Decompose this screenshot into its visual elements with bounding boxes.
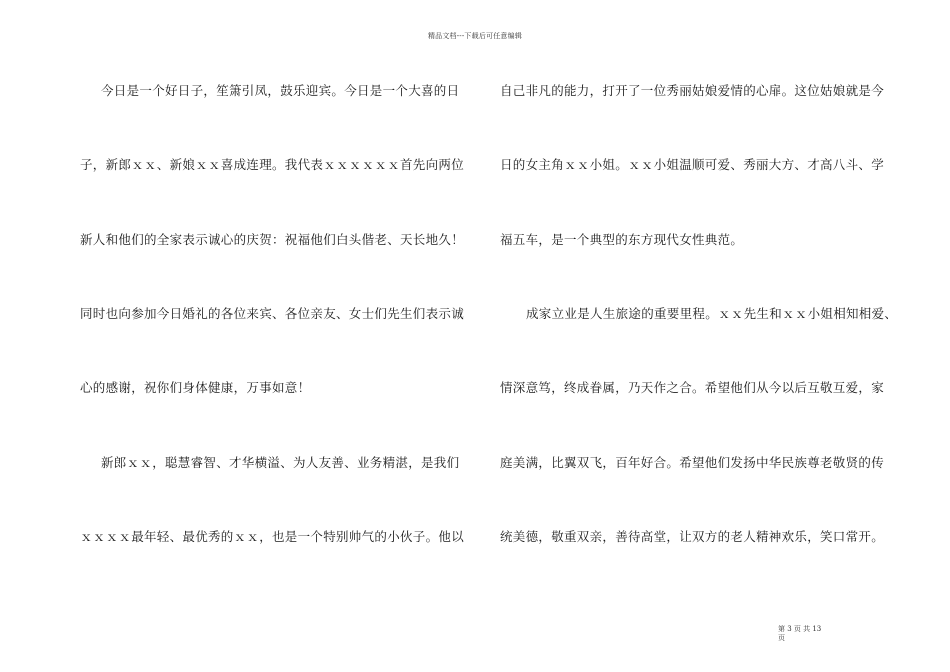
left-line-6: 新郎ｘｘ，聪慧睿智、才华横溢、为人友善、业务精湛，是我们 <box>101 455 460 470</box>
left-line-5: 心的感谢，祝你们身体健康，万事如意！ <box>80 380 311 395</box>
left-line-3: 新人和他们的全家表示诚心的庆贺：祝福他们白头偕老、天长地久！ <box>80 232 465 247</box>
right-line-3: 福五车，是一个典型的东方现代女性典范。 <box>500 232 744 247</box>
right-line-4: 成家立业是人生旅途的重要里程。ｘｘ先生和ｘｘ小姐相知相爱、 <box>526 306 898 321</box>
right-line-1: 自己非凡的能力，打开了一位秀丽姑娘爱情的心扉。这位姑娘就是今 <box>500 83 885 98</box>
left-line-1: 今日是一个好日子，笙箫引凤，鼓乐迎宾。今日是一个大喜的日 <box>101 83 460 98</box>
left-line-2: 子，新郎ｘｘ、新娘ｘｘ喜成连理。我代表ｘｘｘｘｘｘ首先向两位 <box>80 157 465 172</box>
left-line-4: 同时也向参加今日婚礼的各位来宾、各位亲友、女士们先生们表示诚 <box>80 306 465 321</box>
right-line-5: 情深意笃，终成眷属，乃天作之合。希望他们从今以后互敬互爱，家 <box>500 380 885 395</box>
right-line-2: 日的女主角ｘｘ小姐。ｘｘ小姐温顺可爱、秀丽大方、才高八斗、学 <box>500 157 885 172</box>
page-number-line-1: 第 3 页 共 13 <box>778 625 822 633</box>
page-number <box>778 625 821 643</box>
page-header: 精品文档---下载后可任意编辑 <box>427 32 523 40</box>
right-line-7: 统美德，敬重双亲，善待高堂，让双方的老人精神欢乐，笑口常开。 <box>500 529 885 544</box>
page-number-line-2: 页 <box>778 634 785 642</box>
right-line-6: 庭美满，比翼双飞，百年好合。希望他们发扬中华民族尊老敬贤的传 <box>500 455 885 470</box>
left-line-7: ｘｘｘｘ最年轻、最优秀的ｘｘ，也是一个特别帅气的小伙子。他以 <box>80 529 465 544</box>
